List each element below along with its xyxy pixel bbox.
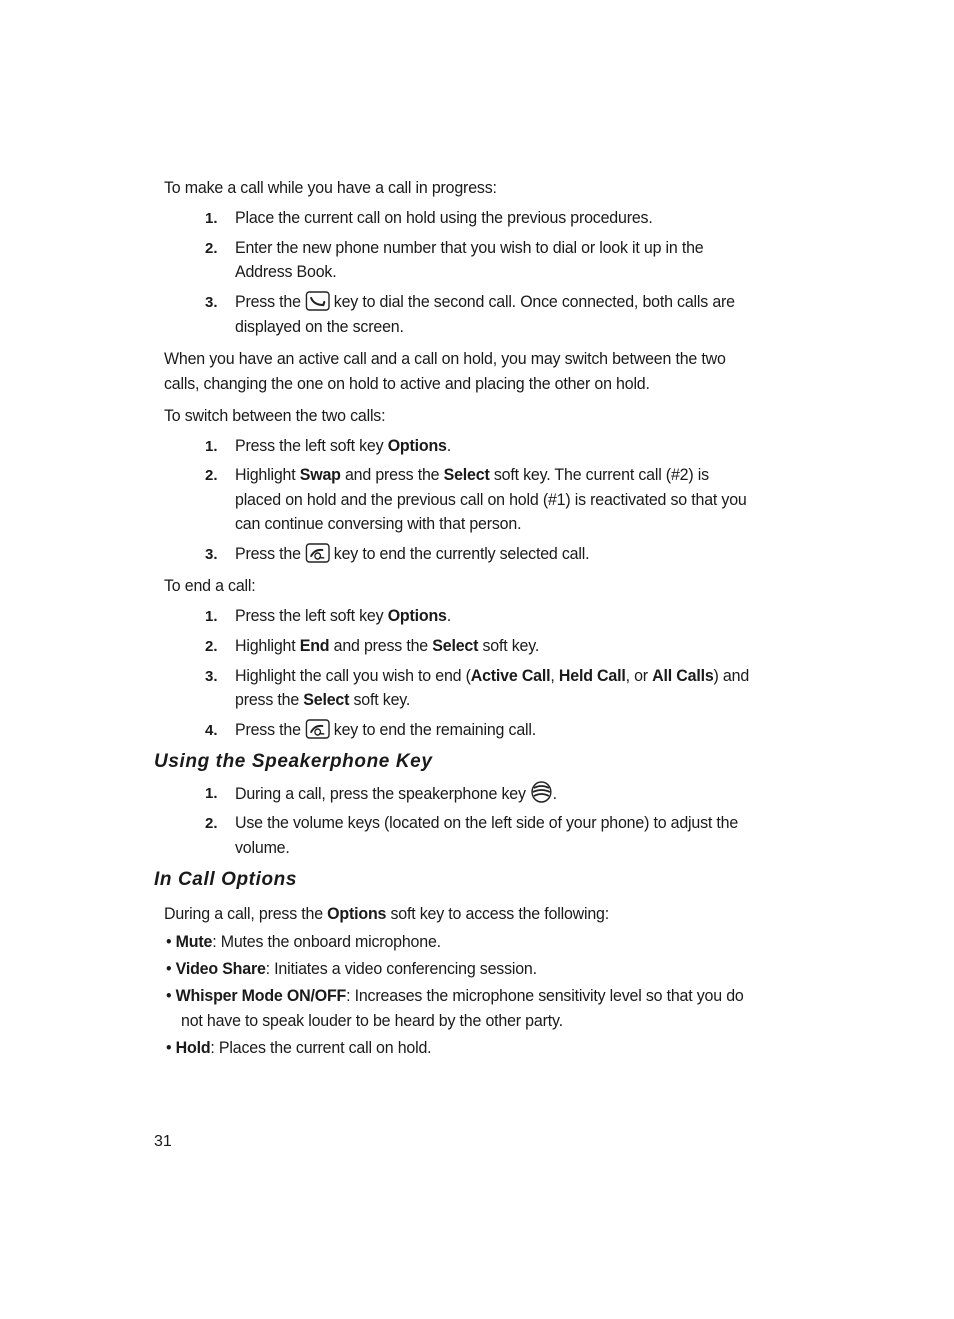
section-heading-speakerphone: Using the Speakerphone Key bbox=[154, 751, 433, 772]
step-text: can continue conversing with that person. bbox=[235, 514, 522, 533]
step-number: 2. bbox=[205, 240, 218, 257]
step-number: 1. bbox=[205, 608, 218, 625]
step-text: press the Select soft key. bbox=[235, 690, 411, 709]
end-key-icon bbox=[305, 543, 329, 571]
step-text: Highlight Swap and press the Select soft key. The current call (#2) is bbox=[235, 465, 709, 484]
speakerphone-key-icon bbox=[530, 781, 553, 811]
intro-switch-calls: To switch between the two calls: bbox=[164, 406, 386, 425]
paragraph: calls, changing the one on hold to active and placing the other on hold. bbox=[164, 374, 650, 393]
bullet-item-continued: not have to speak louder to be heard by the other party. bbox=[181, 1011, 563, 1030]
step-text: During a call, press the speakerphone key . bbox=[235, 781, 557, 811]
step-text: Press the left soft key Options. bbox=[235, 436, 452, 455]
bullet-item: • Hold: Places the current call on hold. bbox=[166, 1038, 432, 1057]
page-number: 31 bbox=[154, 1133, 172, 1150]
step-text: Use the volume keys (located on the left side of your phone) to adjust the bbox=[235, 813, 739, 832]
step-text: Press the key to end the remaining call. bbox=[235, 718, 536, 747]
intro-end-call: To end a call: bbox=[164, 576, 256, 595]
bullet-item: • Mute: Mutes the onboard microphone. bbox=[166, 932, 441, 951]
section-heading-in-call-options: In Call Options bbox=[154, 869, 298, 890]
step-text: Highlight the call you wish to end (Active Call, Held Call, or All Calls) and bbox=[235, 666, 750, 685]
step-text: displayed on the screen. bbox=[235, 317, 404, 336]
end-key-icon bbox=[305, 719, 329, 747]
step-number: 3. bbox=[205, 294, 218, 311]
step-text: Press the key to dial the second call. Once connected, both calls are bbox=[235, 290, 735, 319]
step-number: 3. bbox=[205, 668, 218, 685]
step-text: volume. bbox=[235, 838, 290, 857]
step-text: Address Book. bbox=[235, 262, 337, 281]
step-text: Enter the new phone number that you wish to dial or look it up in the bbox=[235, 238, 704, 257]
step-number: 1. bbox=[205, 785, 218, 802]
step-text: Place the current call on hold using the previous procedures. bbox=[235, 208, 653, 227]
intro-make-second-call: To make a call while you have a call in progress: bbox=[164, 178, 497, 197]
step-number: 2. bbox=[205, 638, 218, 655]
step-number: 1. bbox=[205, 438, 218, 455]
step-text: Press the left soft key Options. bbox=[235, 606, 452, 625]
paragraph: When you have an active call and a call on hold, you may switch between the two bbox=[164, 349, 726, 368]
step-text: Highlight End and press the Select soft key. bbox=[235, 636, 540, 655]
step-number: 3. bbox=[205, 546, 218, 563]
step-number: 4. bbox=[205, 722, 218, 739]
intro-in-call-options: During a call, press the Options soft key to access the following: bbox=[164, 904, 610, 923]
bullet-item: • Video Share: Initiates a video conferencing session. bbox=[166, 959, 537, 978]
step-text: placed on hold and the previous call on hold (#1) is reactivated so that you bbox=[235, 490, 747, 509]
step-text: Press the key to end the currently selected call. bbox=[235, 542, 589, 571]
bullet-item: • Whisper Mode ON/OFF: Increases the microphone sensitivity level so that you do bbox=[166, 986, 744, 1005]
step-number: 2. bbox=[205, 467, 218, 484]
step-number: 2. bbox=[205, 815, 218, 832]
step-number: 1. bbox=[205, 210, 218, 227]
